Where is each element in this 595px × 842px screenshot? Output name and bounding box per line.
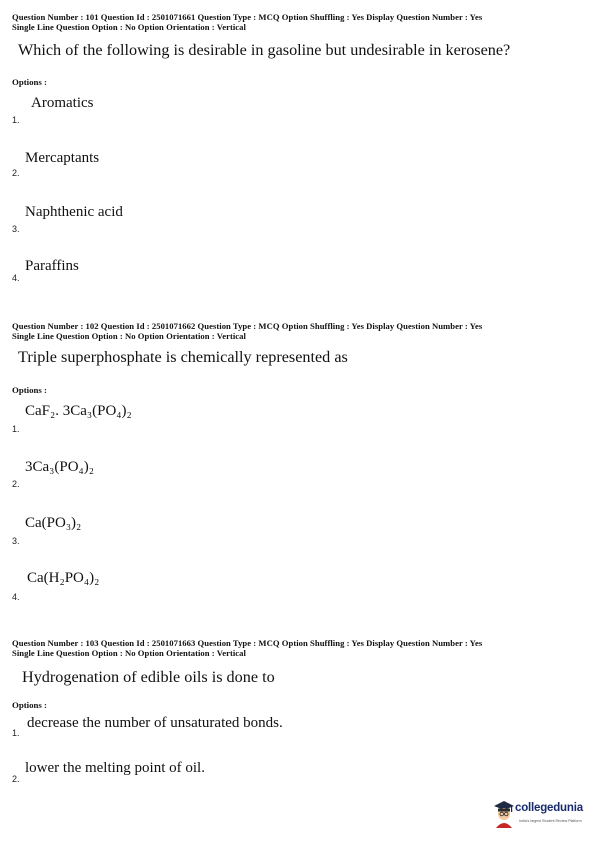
option-number: 1.: [12, 424, 20, 434]
question-meta-line: Single Line Question Option : No Option Orientation : Vertical: [12, 330, 246, 341]
question-meta: [12, 13, 582, 32]
option-text: Aromatics: [31, 95, 94, 111]
option-text: Ca(PO₃)₂: [25, 515, 82, 531]
question-meta-line: Single Line Question Option : No Option Orientation : Vertical: [12, 21, 246, 32]
question-meta-line: Question Number : 103 Question Id : 2501071663 Question Type : MCQ Option Shuffling : Yes Display Question Number : Yes: [12, 638, 483, 648]
question-meta: [12, 639, 582, 658]
question-text: Triple superphosphate is chemically represented as: [18, 348, 348, 366]
option-text: 3Ca₃(PO₄)₂: [25, 459, 95, 475]
option-number: 2.: [12, 479, 20, 489]
question-text: Which of the following is desirable in gasoline but undesirable in kerosene?: [18, 41, 511, 59]
option-text: CaF₂. 3Ca₃(PO₄)₂: [25, 403, 132, 419]
option-number: 1.: [12, 728, 20, 738]
option-number: 2.: [12, 774, 20, 784]
option-number: 4.: [12, 592, 20, 602]
option-number: 1.: [12, 115, 20, 125]
question-meta-line: Single Line Question Option : No Option Orientation : Vertical: [12, 647, 246, 658]
option-text: Paraffins: [25, 258, 79, 274]
collegedunia-logo: [493, 798, 589, 834]
option-number: 2.: [12, 168, 20, 178]
question-meta: [12, 322, 582, 341]
options-label: Options :: [12, 77, 47, 87]
question-meta-line: Question Number : 101 Question Id : 2501071661 Question Type : MCQ Option Shuffling : Yes Display Question Number : Yes: [12, 12, 483, 22]
graduate-avatar-icon: [493, 800, 515, 828]
option-number: 3.: [12, 224, 20, 234]
option-text: Ca(H₂PO₄)₂: [27, 570, 100, 586]
option-number: 3.: [12, 536, 20, 546]
logo-tagline: India's largest Student Review Platform: [519, 819, 582, 823]
option-text: lower the melting point of oil.: [25, 760, 205, 776]
option-text: Mercaptants: [25, 150, 100, 166]
options-label: Options :: [12, 700, 47, 710]
question-meta-line: Question Number : 102 Question Id : 2501071662 Question Type : MCQ Option Shuffling : Yes Display Question Number : Yes: [12, 321, 483, 331]
logo-wordmark: collegedunia: [515, 802, 583, 814]
option-text: Naphthenic acid: [25, 204, 123, 220]
options-label: Options :: [12, 385, 47, 395]
option-number: 4.: [12, 273, 20, 283]
question-text: Hydrogenation of edible oils is done to: [22, 668, 275, 686]
option-text: decrease the number of unsaturated bonds.: [27, 715, 283, 731]
